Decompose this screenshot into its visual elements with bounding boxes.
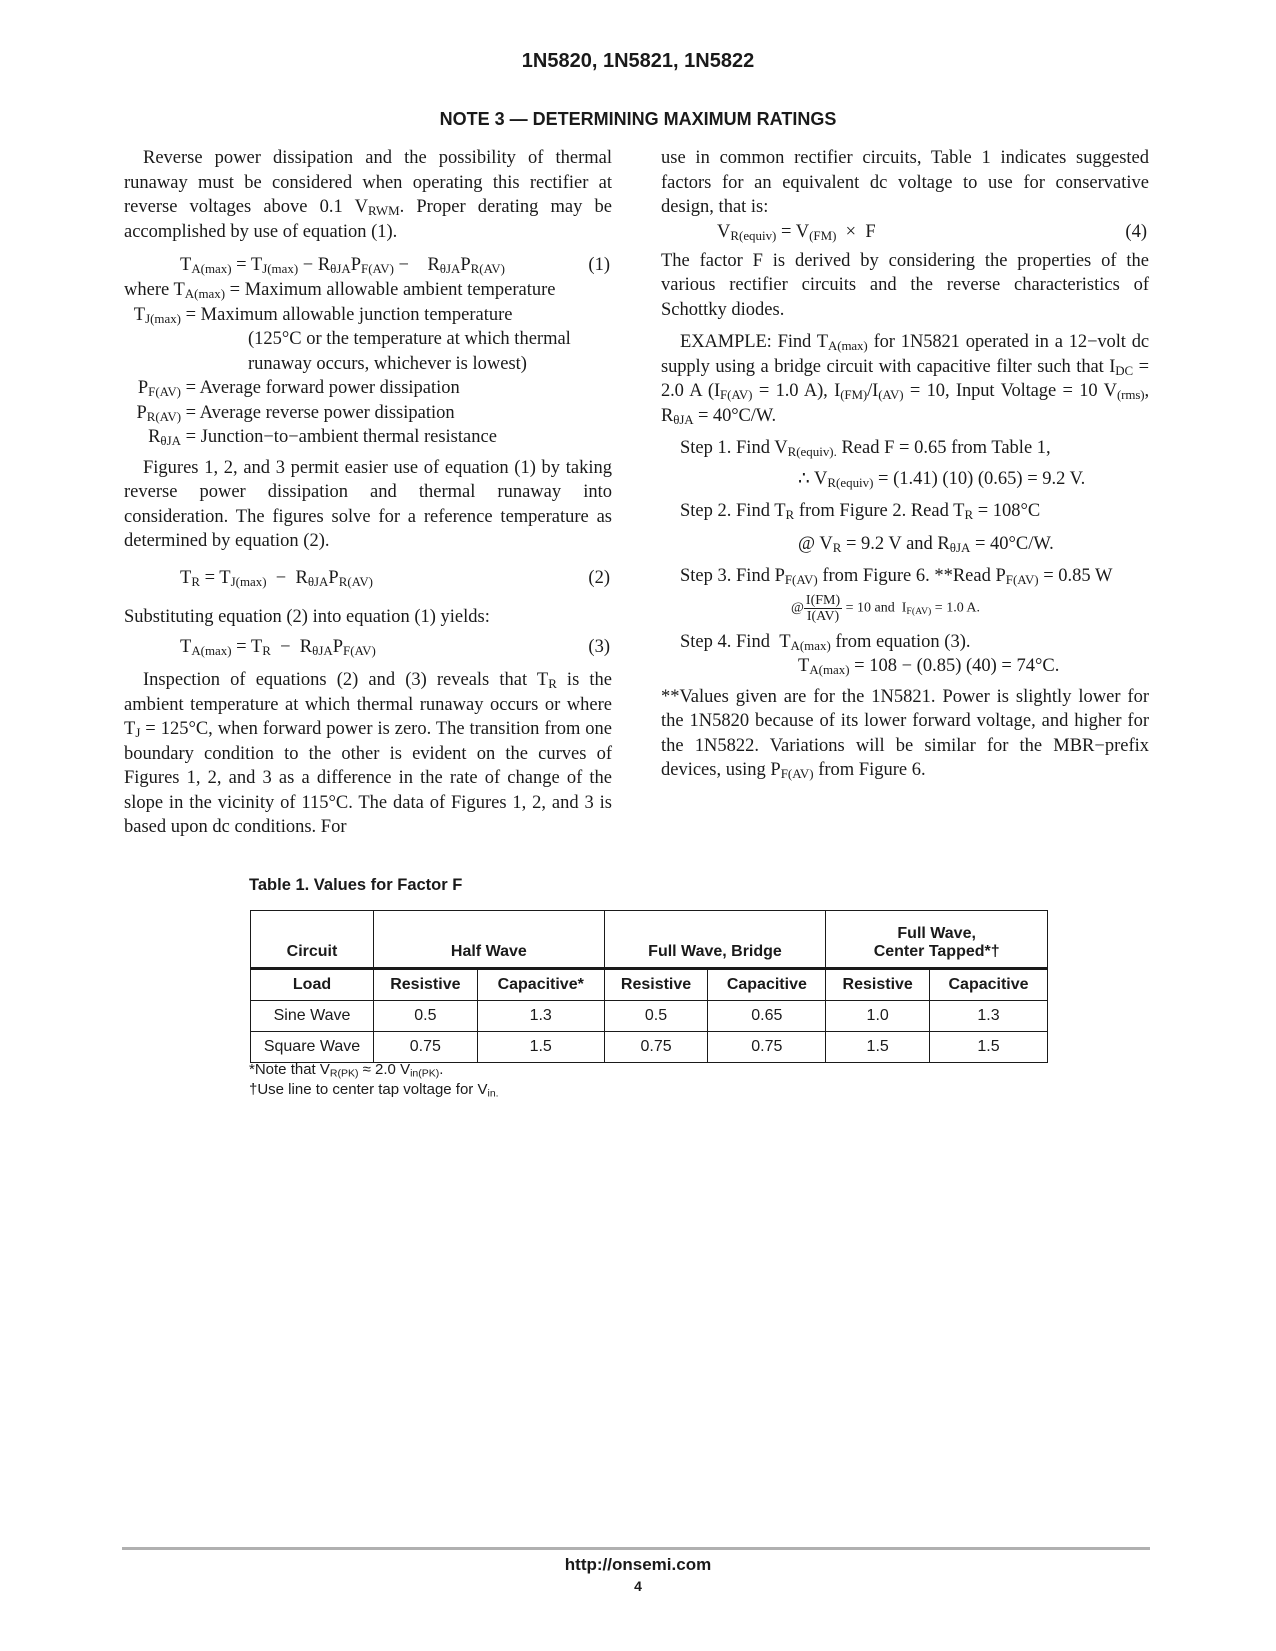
- col-header: Resistive: [604, 969, 708, 1001]
- equation-1: $T_{A(max)} = T_{J(max)} - R_{\theta JA}P_{F(AV)}$ − $R_{\theta JA}P_{R(AV)}$ (1): [180, 255, 610, 277]
- figures-paragraph: Figures 1, 2, and 3 permit easier use of equation (1) by taking reverse power dissipation and thermal runaway into consideration. The figures solve for a reference temperature as determined by equation (2).: [124, 457, 612, 551]
- page-number: 4: [634, 1578, 642, 1594]
- col-header: Capacitive*: [477, 969, 604, 1001]
- right-column: [661, 146, 1149, 783]
- factor-f-table: [250, 910, 1048, 1063]
- step-2-condition: @ $V_R = 9.2$ V and $R_{\theta JA} = 40^\circ C/W$.: [798, 533, 1054, 555]
- equation-4: $V_{R(equiv)} = V_{(FM)} \times F$ (4): [717, 221, 1147, 243]
- values-note: **Values given are for the 1N5821. Power is slightly lower for the 1N5820 because of its lower forward voltage, and higher for the 1N5822. Variations will be similar for the MBR−prefix devices, using $P_{F(AV)}$ from Figure 6.: [661, 686, 1149, 782]
- equation-2: $T_R = T_{J(max)} - R_{\theta JA}P_{R(AV)}$ (2): [180, 567, 610, 589]
- factor-paragraph: The factor F is derived by considering the properties of the various rectifier circuits and the reverse characteristics of Schottky diodes.: [661, 250, 1149, 320]
- section-title: NOTE 3 — DETERMINING MAXIMUM RATINGS: [439, 109, 837, 129]
- col-header: Resistive: [374, 969, 478, 1001]
- table-footnotes: [249, 1060, 499, 1100]
- step-2: Step 2. Find $T_R$ from Figure 2. Read $T_R = 108^\circ C$: [680, 501, 1041, 523]
- header-circuit: Circuit: [251, 911, 374, 969]
- col-header: Resistive: [826, 969, 930, 1001]
- footer-link[interactable]: http://onsemi.com: [564, 1555, 712, 1574]
- table-footnote-2: †Use line to center tap voltage for $V_{in.}$: [249, 1081, 499, 1100]
- header-center-tapped: Full Wave, Center Tapped*†: [826, 911, 1048, 969]
- table-row: Sine Wave 0.5 1.3 0.5 0.65 1.0 1.3: [251, 1001, 1048, 1032]
- intro-paragraph: Reverse power dissipation and the possibility of thermal runaway must be considered when operating this rectifier at reverse voltages above 0.1 $V_{RWM}$. Proper derating may be accomplished by use of equation (1).: [124, 148, 612, 242]
- step-1-result: ∴ $V_{R(equiv)} = (1.41)$ (10) (0.65) = 9.2 V.: [798, 468, 1086, 490]
- col-header: Capacitive: [930, 969, 1048, 1001]
- step-1: Step 1. Find $V_{R(equiv).}$ Read F = 0.65 from Table 1,: [680, 438, 1051, 460]
- step-3-condition: @ $\frac{I(FM)}{I(AV)}$ = 10 and $I_{F(AV)} = 1.0$ A.: [791, 592, 981, 624]
- table-footnote-1: *Note that $V_{R(PK)} \approx 2.0$ $V_{in(PK)}$.: [249, 1061, 444, 1080]
- col-header: Capacitive: [708, 969, 826, 1001]
- table-row: Square Wave 0.75 1.5 0.75 0.75 1.5 1.5: [251, 1032, 1048, 1063]
- step-4: Step 4. Find $T_{A(max)}$ from equation (3).: [680, 631, 971, 653]
- example-paragraph: EXAMPLE: Find $T_{A(max)}$ for 1N5821 operated in a 12−volt dc supply using a bridge circuit with capacitive filter such that $I_{DC} = 2.0$ A ($I_{F(AV)} = 1.0$ A), $I_{(FM)}/I_{(AV)} = 10$, Input Voltage = 10 $V_{(rms)}$, $R_{\theta JA} = 40^\circ C/W$.: [661, 332, 1150, 427]
- step-3: Step 3. Find $P_{F(AV)}$ from Figure 6. **Read $P_{F(AV)} = 0.85$ W: [680, 566, 1113, 588]
- header-full-wave-bridge: Full Wave, Bridge: [604, 911, 826, 969]
- continuation-paragraph: use in common rectifier circuits, Table 1 indicates suggested factors for an equivalent dc voltage to use for conservative design, that is:: [661, 148, 1149, 217]
- table-title: Table 1. Values for Factor F: [249, 876, 463, 894]
- step-4-result: $T_{A(max)} = 108 - (0.85) (40) = 74^\circ C$.: [798, 656, 1060, 678]
- inspection-paragraph: Inspection of equations (2) and (3) reveals that $T_R$ is the ambient temperature at which thermal runaway occurs or where $T_J = 125^\circ C$, when forward power is zero. The transition from one boundary condition to the other is evident on the curves of Figures 1, 2, and 3 as a difference in the rate of change of the slope in the vicinity of 115°C. The data of Figures 1, 2, and 3 is based upon dc conditions. For: [124, 670, 612, 837]
- substitution-paragraph: Substituting equation (2) into equation (1) yields:: [124, 606, 490, 627]
- equation-1-number: (1): [588, 255, 610, 275]
- equation-3: $T_{A(max)} = T_R - R_{\theta JA}P_{F(AV)}$ (3): [180, 637, 610, 659]
- header-half-wave: Half Wave: [374, 911, 605, 969]
- left-column: [124, 146, 612, 840]
- document-header-title: 1N5820, 1N5821, 1N5822: [521, 50, 755, 72]
- header-load: Load: [251, 969, 374, 1001]
- footer-divider: [122, 1547, 1150, 1550]
- equation-1-definitions: where $T_{A(max)}$ = Maximum allowable ambient temperature $T_{J(max)}$ = Maximum allowable junction temperature (125°C or the temperature at which thermal runaway occurs, whichever is lowest) $P_{F(AV)}$ = Average forward power dissipation $P_{R(AV)}$ = Average reverse power dissipation $R_{\theta JA}$ = Junction−to−ambient thermal resistance: [124, 280, 571, 449]
